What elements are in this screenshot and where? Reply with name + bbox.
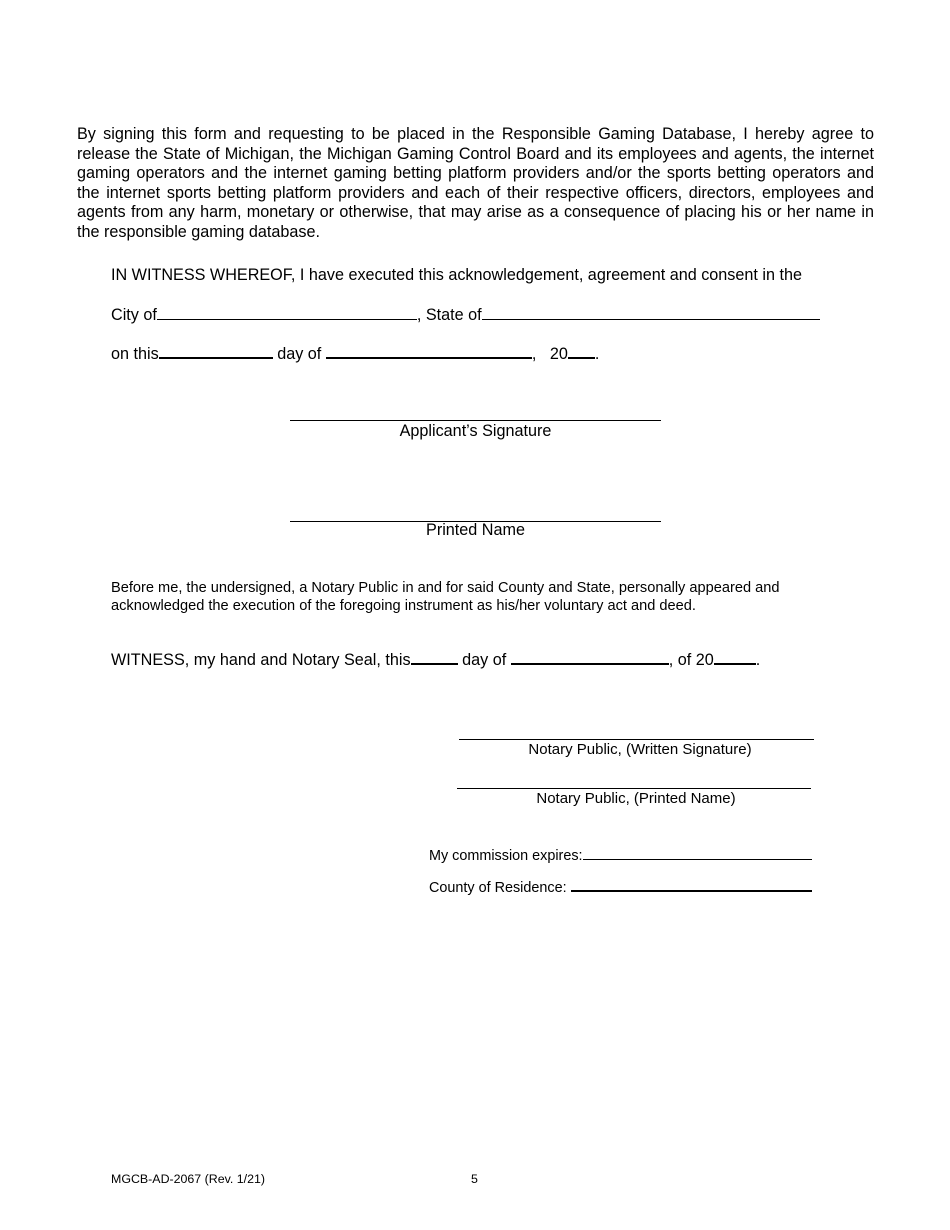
- notary-day-field[interactable]: [411, 649, 458, 665]
- notary-paragraph: Before me, the undersigned, a Notary Public in and for said County and State, personally appeared and acknowledged the execution of the foregoing instrument as his/her voluntary act and deed.: [111, 580, 780, 614]
- release-paragraph: By signing this form and requesting to be placed in the Responsible Gaming Database, I hereby agree to release the State of Michigan, the Michigan Gaming Control Board and its employees and agents, the internet gaming operators and the internet gaming betting platform providers and/or the sports betting operators and the internet sports betting platform providers and each of their respective officers, directors, employees and agents from any harm, monetary or otherwise, that may arise as a consequence of placing his or her name in the responsible gaming database.: [77, 125, 874, 241]
- state-field[interactable]: [482, 305, 820, 320]
- year-field[interactable]: [568, 343, 595, 359]
- commission-expires-row: [429, 845, 812, 864]
- notary-period: .: [755, 651, 761, 669]
- county-residence-field[interactable]: [571, 876, 812, 892]
- commission-expires-label: My commission expires:: [429, 848, 583, 864]
- county-residence-row: [429, 876, 812, 896]
- notary-month-field[interactable]: [511, 649, 669, 665]
- notary-written-signature-label: Notary Public, (Written Signature): [528, 741, 752, 758]
- notary-year-field[interactable]: [714, 649, 756, 665]
- on-this-label: on this: [111, 345, 159, 363]
- city-field[interactable]: [157, 305, 417, 320]
- notary-printed-name-line[interactable]: [457, 788, 811, 789]
- notary-day-of-label: day of: [462, 651, 507, 669]
- applicant-signature-line[interactable]: [290, 420, 661, 421]
- month-field[interactable]: [326, 343, 532, 359]
- notary-witness-label: WITNESS, my hand and Notary Seal, this: [111, 651, 411, 669]
- applicant-signature-label: Applicant’s Signature: [399, 422, 552, 440]
- commission-expires-field[interactable]: [583, 845, 812, 860]
- day-of-label: day of: [277, 345, 322, 363]
- date-period: .: [594, 345, 600, 363]
- year-prefix: 20: [549, 345, 568, 363]
- state-label: , State of: [416, 306, 482, 324]
- notary-printed-name-label: Notary Public, (Printed Name): [536, 790, 736, 807]
- year-comma: ,: [531, 345, 537, 363]
- witness-whereof-text: IN WITNESS WHEREOF, I have executed this acknowledgement, agreement and consent in the: [111, 266, 802, 284]
- notary-witness-row: [111, 649, 760, 670]
- form-id: MGCB-AD-2067 (Rev. 1/21): [111, 1172, 266, 1186]
- notary-of-20-label: , of 20: [668, 651, 714, 669]
- notary-written-signature-line[interactable]: [459, 739, 814, 740]
- printed-name-label: Printed Name: [426, 521, 525, 539]
- city-state-row: [111, 305, 820, 325]
- day-field[interactable]: [159, 343, 273, 359]
- page-number: 5: [471, 1172, 478, 1186]
- city-label: City of: [111, 306, 157, 324]
- date-row: [111, 343, 599, 364]
- county-residence-label: County of Residence:: [429, 880, 567, 896]
